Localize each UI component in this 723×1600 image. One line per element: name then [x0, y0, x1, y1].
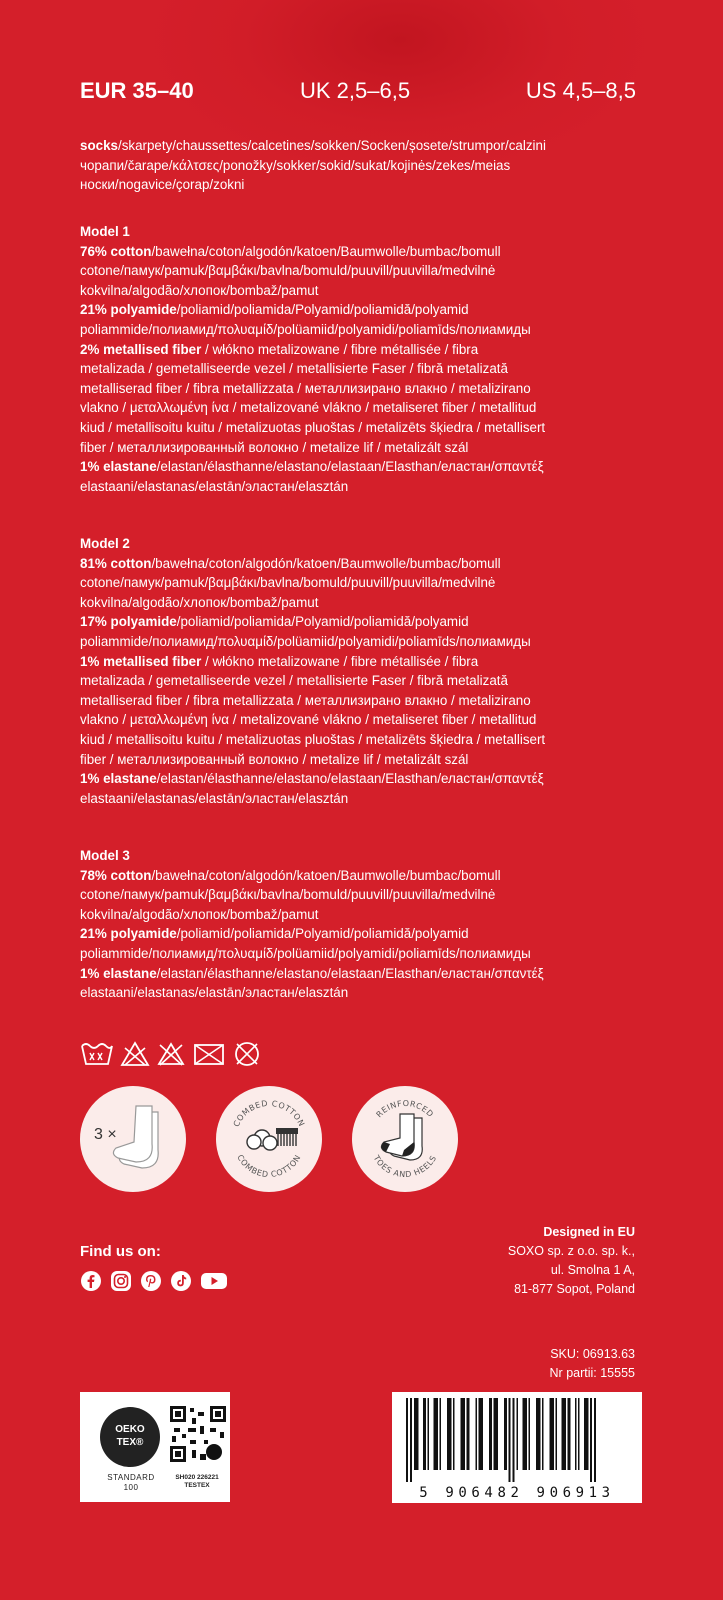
- material-translations: metalizada / gemetalliseerde vezel / metallisierte Faser / fibră metalizată: [80, 673, 508, 689]
- material-percent: 1% elastane: [80, 459, 157, 475]
- tiktok-icon[interactable]: [170, 1270, 192, 1292]
- reinforced-badge: [352, 1086, 458, 1192]
- material-translations: vlakno / μεταλλωμένη ίνα / metalizované vlákno / metaliseret fiber / metallitud: [80, 712, 537, 728]
- material-translations: / włókno metalizowane / fibre métallisée / fibra: [201, 341, 479, 357]
- size-row: [80, 78, 636, 108]
- barcode-bar: [410, 1398, 412, 1482]
- social-icons: [80, 1270, 228, 1292]
- barcode: [392, 1392, 642, 1503]
- model-title: Model 1: [80, 224, 130, 239]
- company-city: 81-877 Sopot, Poland: [514, 1282, 635, 1296]
- material-translations: kiud / metallisoitu kuitu / metalizuotas pluoštas / metalizēts šķiedra / metallisert: [80, 419, 546, 435]
- composition-line: [80, 691, 650, 711]
- barcode-digits: 5 906482 906913: [419, 1485, 615, 1501]
- pinterest-icon[interactable]: [140, 1270, 162, 1292]
- material-percent: 78% cotton: [80, 867, 152, 883]
- manufacturer-info: [508, 1223, 635, 1299]
- composition-line: [80, 261, 650, 281]
- oeko-standard-line: 100: [123, 1483, 139, 1492]
- material-translations: cotone/памук/pamuk/βαμβάκι/bavlna/bomuld/puuvill/puuvilla/medvilnė: [80, 887, 496, 903]
- oeko-standard-line: STANDARD: [107, 1473, 155, 1482]
- composition-line: [80, 281, 650, 301]
- cotton-top-text: COMBED COTTON: [231, 1098, 307, 1129]
- composition-line: [80, 905, 650, 925]
- barcode-bar: [536, 1398, 541, 1470]
- composition-line: [80, 944, 650, 964]
- svg-text:COMBED COTTON: [232, 1099, 307, 1128]
- material-translations: kokvilna/algodão/хлопок/bombaž/pamut: [80, 906, 319, 922]
- size-eur: EUR 35–40: [80, 78, 194, 103]
- barcode-bar: [494, 1398, 499, 1470]
- model-title: Model 2: [80, 536, 130, 551]
- material-translations: kiud / metallisoitu kuitu / metalizuotas pluoštas / metalizēts šķiedra / metallisert: [80, 731, 546, 747]
- material-translations: metalliserad fiber / fibra metallizzata / металлизирано влакно / metalizirano: [80, 380, 531, 396]
- company-street: ul. Smolna 1 A,: [550, 1263, 635, 1277]
- material-translations: cotone/памук/pamuk/βαμβάκι/bavlna/bomuld/puuvill/puuvilla/medvilnė: [80, 575, 496, 591]
- barcode-bar: [476, 1398, 478, 1470]
- material-translations: /bawełna/coton/algodón/katoen/Baumwolle/bumbac/bomull: [151, 867, 501, 883]
- composition-line: [80, 750, 650, 770]
- socks-line: чорапи/čarape/κάλτσες/ponožky/sokker/sokid/sukat/kojinės/zekes/meias: [80, 157, 511, 173]
- material-translations: fiber / металлизированный волокно / metalize lif / metalizált szál: [80, 439, 469, 455]
- composition-line: [80, 671, 650, 691]
- reinforced-sock-icon: [352, 1086, 458, 1192]
- barcode-bar: [513, 1398, 515, 1482]
- material-translations: fiber / металлизированный волокно / metalize lif / metalizált szál: [80, 751, 469, 767]
- composition-line: [80, 924, 650, 944]
- barcode-bar: [461, 1398, 466, 1470]
- composition-line: [80, 710, 650, 730]
- batch-number: Nr partii: 15555: [549, 1366, 635, 1380]
- qr-code-icon: [170, 1406, 226, 1470]
- socks-line: носки/nogavice/çorap/zokni: [80, 177, 245, 193]
- composition-line: [80, 652, 650, 672]
- composition-line: [80, 418, 650, 438]
- material-translations: cotone/памук/pamuk/βαμβάκι/bavlna/bomuld/puuvill/puuvilla/medvilnė: [80, 263, 496, 279]
- barcode-bar: [489, 1398, 492, 1470]
- material-percent: 1% elastane: [80, 771, 157, 787]
- material-translations: elastaani/elastanas/elastān/эластан/elasztán: [80, 985, 349, 1001]
- material-translations: /bawełna/coton/algodón/katoen/Baumwolle/bumbac/bomull: [151, 243, 501, 259]
- size-us: US 4,5–8,5: [525, 78, 636, 103]
- oeko-logo-line: OEKO: [115, 1424, 145, 1435]
- barcode-bar: [467, 1398, 470, 1470]
- composition-line: [80, 789, 650, 809]
- oeko-tex-logo: [100, 1407, 160, 1467]
- oeko-code-line: TESTEX: [184, 1482, 210, 1489]
- barcode-bar: [590, 1398, 592, 1482]
- socks-translations: [80, 136, 650, 195]
- size-uk: UK 2,5–6,5: [300, 78, 411, 103]
- barcode-bar: [447, 1398, 452, 1470]
- barcode-bar: [584, 1398, 589, 1470]
- facebook-icon[interactable]: [80, 1270, 102, 1292]
- material-translations: poliammide/полиамид/πολυαμίδ/polüamiid/polyamidi/poliamīds/полиамиды: [80, 321, 531, 337]
- oeko-standard: [86, 1473, 176, 1493]
- company-name: SOXO sp. z o.o. sp. k.,: [507, 1244, 635, 1258]
- material-translations: elastaani/elastanas/elastān/эластан/elasztán: [80, 790, 349, 806]
- do-not-tumble-dry-icon: [156, 1040, 186, 1068]
- composition-line: [80, 769, 650, 789]
- material-percent: 81% cotton: [80, 555, 152, 571]
- composition-line: [80, 398, 650, 418]
- care-symbols: [80, 1040, 262, 1070]
- feature-badges: [80, 1086, 640, 1196]
- find-us-label: Find us on:: [80, 1243, 161, 1260]
- material-translations: poliammide/полиамид/πολυαμίδ/polüamiid/polyamidi/poliamīds/полиамиды: [80, 633, 531, 649]
- barcode-bar: [542, 1398, 544, 1470]
- material-translations: elastaani/elastanas/elastān/эластан/elasztán: [80, 478, 349, 494]
- composition-line: [80, 477, 650, 497]
- material-translations: kokvilna/algodão/хлопок/bombaž/pamut: [80, 594, 319, 610]
- cotton-bottom-text: COMBED COTTON: [235, 1153, 303, 1180]
- barcode-bar: [479, 1398, 484, 1470]
- material-translations: /poliamid/poliamida/Polyamid/poliamidă/polyamid: [176, 302, 469, 318]
- composition-line: [80, 438, 650, 458]
- material-translations: metalizada / gemetalliseerde vezel / metallisierte Faser / fibră metalizată: [80, 361, 508, 377]
- barcode-bar: [509, 1398, 511, 1482]
- material-percent: 1% metallised fiber: [80, 653, 202, 669]
- barcode-bar: [594, 1398, 596, 1482]
- material-translations: metalliserad fiber / fibra metallizzata / металлизирано влакно / metalizirano: [80, 692, 531, 708]
- composition-line: [80, 885, 650, 905]
- barcode-bar: [517, 1398, 519, 1470]
- material-percent: 1% elastane: [80, 965, 157, 981]
- barcode-bar: [575, 1398, 577, 1470]
- barcode-bar: [406, 1398, 408, 1482]
- material-percent: 17% polyamide: [80, 614, 177, 630]
- oeko-logo-line: TEX®: [116, 1437, 144, 1448]
- oeko-certificate: [168, 1474, 226, 1490]
- sku-info: [550, 1345, 635, 1383]
- material-translations: kokvilna/algodão/хлопок/bombaž/pamut: [80, 282, 319, 298]
- composition-line: [80, 866, 650, 886]
- wash-40-icon: [80, 1040, 114, 1068]
- model-3-composition: [80, 846, 650, 1003]
- composition-line: [80, 320, 650, 340]
- composition-line: [80, 457, 650, 477]
- cotton-comb-icon: [216, 1086, 322, 1192]
- barcode-bar: [578, 1398, 580, 1470]
- socks-label: socks: [80, 138, 118, 153]
- material-percent: 21% polyamide: [80, 302, 177, 318]
- material-translations: vlakno / μεταλλωμένη ίνα / metalizované vlákno / metaliseret fiber / metallitud: [80, 400, 537, 416]
- do-not-iron-icon: [192, 1040, 226, 1068]
- barcode-bar: [529, 1398, 531, 1470]
- instagram-icon[interactable]: [110, 1270, 132, 1292]
- barcode-bar: [504, 1398, 507, 1470]
- combed-cotton-badge: [216, 1086, 322, 1192]
- composition-line: [80, 379, 650, 399]
- pack-count-badge: [80, 1086, 186, 1192]
- composition-line: [80, 340, 650, 360]
- material-translations: /elastan/élasthanne/elastano/elastaan/Elasthan/еластан/σπαντέξ: [156, 965, 544, 981]
- composition-line: [80, 554, 650, 574]
- composition-line: [80, 964, 650, 984]
- material-percent: 21% polyamide: [80, 926, 177, 942]
- barcode-bars: [392, 1392, 642, 1484]
- designed-title: Designed in EU: [543, 1225, 635, 1239]
- material-translations: /poliamid/poliamida/Polyamid/poliamidă/polyamid: [176, 614, 469, 630]
- do-not-dry-clean-icon: [232, 1040, 262, 1068]
- sock-outline-icon: [80, 1086, 186, 1192]
- material-translations: poliammide/полиамид/πολυαμίδ/polüamiid/polyamidi/poliamīds/полиамиды: [80, 945, 531, 961]
- barcode-bar: [562, 1398, 567, 1470]
- model-2-composition: [80, 534, 650, 808]
- material-percent: 76% cotton: [80, 243, 152, 259]
- model-title: Model 3: [80, 848, 130, 863]
- barcode-bar: [414, 1398, 419, 1470]
- barcode-bar: [523, 1398, 528, 1470]
- barcode-bar: [453, 1398, 455, 1470]
- barcode-bar: [568, 1398, 571, 1470]
- barcode-bar: [423, 1398, 426, 1470]
- oeko-code-line: SH020 226221: [175, 1474, 219, 1481]
- sku-number: SKU: 06913.63: [550, 1347, 635, 1361]
- composition-line: [80, 593, 650, 613]
- composition-line: [80, 359, 650, 379]
- reinforced-bottom-text: TOES AND HEELS: [371, 1153, 439, 1180]
- model-1-composition: [80, 222, 650, 496]
- barcode-bar: [434, 1398, 439, 1470]
- material-translations: /poliamid/poliamida/Polyamid/poliamidă/polyamid: [176, 926, 469, 942]
- composition-line: [80, 730, 650, 750]
- material-translations: /elastan/élasthanne/elastano/elastaan/Elasthan/еластан/σπαντέξ: [156, 459, 544, 475]
- youtube-icon[interactable]: [200, 1270, 228, 1292]
- material-percent: 2% metallised fiber: [80, 341, 202, 357]
- composition-line: [80, 573, 650, 593]
- reinforced-top-text: REINFORCED: [374, 1098, 436, 1120]
- barcode-bar: [550, 1398, 555, 1470]
- material-translations: / włókno metalizowane / fibre métallisée / fibra: [201, 653, 479, 669]
- barcode-bar: [428, 1398, 430, 1470]
- svg-text:COMBED COTTON: [235, 1153, 302, 1179]
- composition-line: [80, 300, 650, 320]
- pack-count-text: 3 ×: [94, 1126, 117, 1143]
- material-translations: /bawełna/coton/algodón/katoen/Baumwolle/bumbac/bomull: [151, 555, 501, 571]
- composition-line: [80, 242, 650, 262]
- composition-line: [80, 632, 650, 652]
- barcode-bar: [440, 1398, 442, 1470]
- do-not-bleach-icon: [120, 1040, 150, 1068]
- socks-line: /skarpety/chaussettes/calcetines/sokken/Socken/șosete/strumpor/calzini: [117, 138, 546, 153]
- oeko-tex-label: [80, 1392, 230, 1502]
- material-translations: /elastan/élasthanne/elastano/elastaan/Elasthan/еластан/σπαντέξ: [156, 771, 544, 787]
- composition-line: [80, 983, 650, 1003]
- barcode-bar: [556, 1398, 558, 1470]
- composition-line: [80, 612, 650, 632]
